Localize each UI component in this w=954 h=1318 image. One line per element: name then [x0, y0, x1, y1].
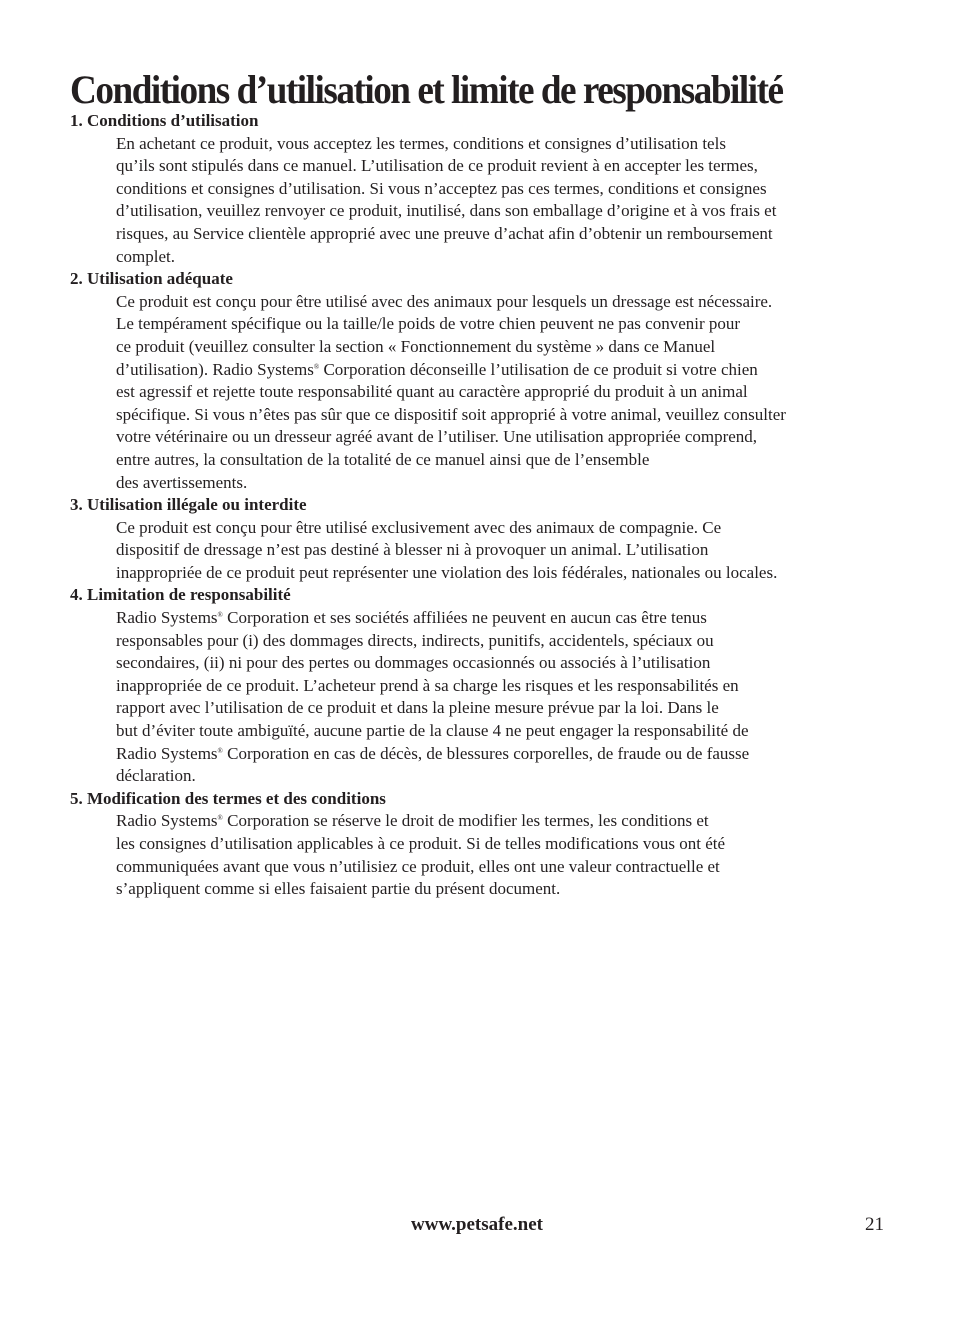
body-text-line: Le tempérament spécifique ou la taille/le poids de votre chien peuvent ne pas convenir pour [116, 314, 741, 334]
registered-mark: ® [217, 746, 223, 755]
body-text-line: En achetant ce produit, vous acceptez les termes, conditions et consignes d’utilisation tels [116, 133, 726, 153]
section-3 [70, 494, 890, 584]
body-text-line: responsables pour (i) des dommages directs, indirects, punitifs, accidentels, spéciaux ou [116, 630, 714, 650]
body-text-line: Radio Systems® Corporation en cas de décès, de blessures corporelles, de fraude ou de fausse [116, 743, 750, 763]
footer-website-url: www.petsafe.net [411, 1214, 543, 1235]
section-heading: 4. Limitation de responsabilité [70, 585, 291, 605]
section-heading: 2. Utilisation adéquate [70, 269, 233, 289]
body-text-line: Radio Systems® Corporation et ses sociétés affiliées ne peuvent en aucun cas être tenus [116, 608, 707, 628]
registered-mark: ® [217, 611, 223, 620]
section-body [116, 517, 890, 585]
body-text-line: dispositif de dressage n’est pas destiné à blesser ni à provoquer un animal. L’utilisation [116, 540, 709, 560]
body-text-line: conditions et consignes d’utilisation. Si vous n’acceptez pas ces termes, conditions et consignes [116, 178, 767, 198]
body-text-line: d’utilisation, veuillez renvoyer ce produit, inutilisé, dans son emballage d’origine et à vos frais et [116, 201, 777, 221]
body-text-line: inappropriée de ce produit. L’acheteur prend à sa charge les risques et les responsabilités en [116, 675, 739, 695]
body-text-line: Radio Systems® Corporation se réserve le droit de modifier les termes, les conditions et [116, 811, 709, 831]
section-heading: 5. Modification des termes et des conditions [70, 788, 386, 808]
section-2 [70, 268, 890, 494]
section-body [116, 810, 890, 900]
section-4 [70, 584, 890, 787]
body-text-line: risques, au Service clientèle approprié avec une preuve d’achat afin d’obtenir un remboursement [116, 223, 773, 243]
registered-mark: ® [217, 814, 223, 823]
body-text-line: spécifique. Si vous n’êtes pas sûr que ce dispositif soit approprié à votre animal, veuillez consulter [116, 404, 786, 424]
body-text-line: Ce produit est conçu pour être utilisé exclusivement avec des animaux de compagnie. Ce [116, 517, 722, 537]
sections-container [70, 110, 890, 901]
section-heading: 3. Utilisation illégale ou interdite [70, 495, 307, 515]
body-text-line: votre vétérinaire ou un dresseur agréé avant de l’utiliser. Une utilisation appropriée comprend, [116, 427, 758, 447]
section-body [116, 291, 890, 494]
section-5 [70, 788, 890, 901]
section-body [116, 133, 890, 269]
body-text-line: Ce produit est conçu pour être utilisé avec des animaux pour lesquels un dressage est nécessaire. [116, 291, 773, 311]
body-text-line: déclaration. [116, 766, 196, 786]
section-heading: 1. Conditions d’utilisation [70, 111, 259, 130]
registered-mark: ® [313, 362, 320, 371]
body-text-line: est agressif et rejette toute responsabilité quant au caractère approprié du produit à un animal [116, 382, 748, 402]
body-text-line: les consignes d’utilisation applicables à ce produit. Si de telles modifications vous ont été [116, 834, 726, 853]
body-text-line: s’appliquent comme si elles faisaient partie du présent document. [116, 879, 561, 899]
body-text-line: entre autres, la consultation de la totalité de ce manuel ainsi que de l’ensemble [116, 449, 650, 469]
body-text-line: qu’ils sont stipulés dans ce manuel. L’utilisation de ce produit revient à en accepter les termes, [116, 156, 758, 176]
body-text-line: d’utilisation). Radio Systems® Corporation déconseille l’utilisation de ce produit si votre chien [116, 359, 758, 379]
section-1 [70, 110, 890, 268]
body-text-line: rapport avec l’utilisation de ce produit et dans la pleine mesure prévue par la loi. Dans le [116, 698, 719, 718]
page-title: Conditions d’utilisation et limite de responsabilité [70, 67, 783, 112]
body-text-line: ce produit (veuillez consulter la section « Fonctionnement du système » dans ce Manuel [116, 336, 716, 356]
body-text-line: complet. [116, 246, 176, 266]
body-text-line: des avertissements. [116, 472, 248, 492]
page-number: 21 [865, 1214, 884, 1235]
section-body [116, 607, 890, 788]
body-text-line: but d’éviter toute ambiguïté, aucune partie de la clause 4 ne peut engager la responsabilité de [116, 721, 749, 741]
body-text-line: communiquées avant que vous n’utilisiez ce produit, elles ont une valeur contractuelle et [116, 856, 720, 876]
body-text-line: inappropriée de ce produit peut représenter une violation des lois fédérales, nationales ou locales. [116, 562, 778, 582]
body-text-line: secondaires, (ii) ni pour des pertes ou dommages occasionnés ou associés à l’utilisation [116, 653, 711, 673]
